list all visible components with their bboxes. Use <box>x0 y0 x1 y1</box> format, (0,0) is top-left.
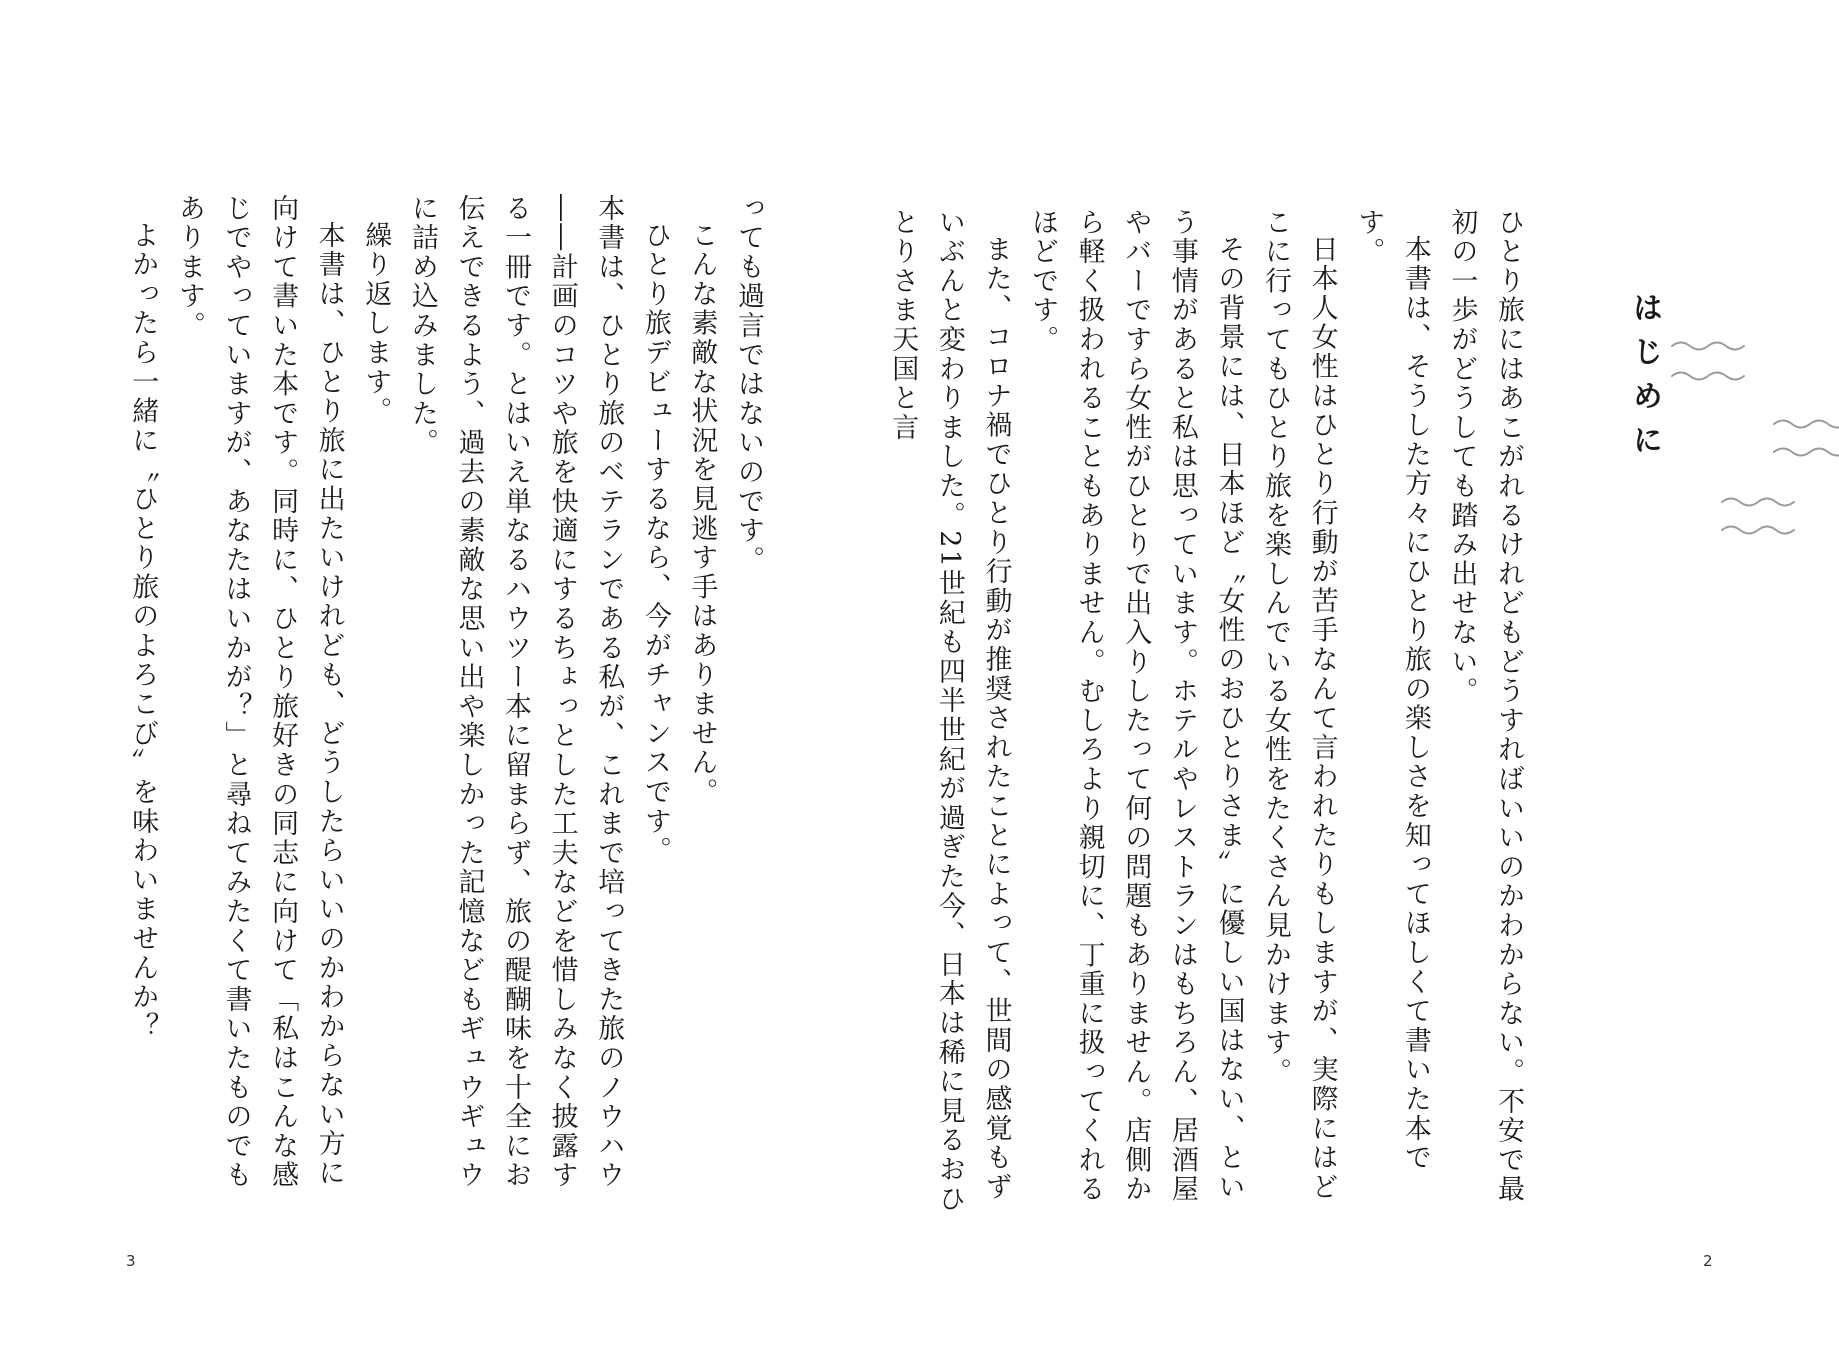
paragraph: 本書は、ひとり旅のベテランである私が、これまで培ってきた旅のノウハウ――計画のコツや旅を快適にするちょっとした工夫などを惜しみなく披露する一冊です。とはいえ単なるハウツー本に留まらず、旅の醍醐味を十全にお伝えできるよう、過去の素敵な思い出や楽しかった記憶などもギュウギュウに詰め込みました。 <box>406 194 625 1191</box>
wave-line <box>1722 499 1794 506</box>
paragraph: また、コロナ禍でひとり行動が推奨されたことによって、世間の感覚もずいぶんと変わりました。21世紀も四半世紀が過ぎた今、日本は稀に見るおひとりさま天国と言 <box>887 208 1012 1214</box>
paragraph: よかったら一緒に〝ひとり旅のよろこび〟を味わいませんか？ <box>127 221 159 1042</box>
paragraph: ひとり旅デビューするなら、今がチャンスです。 <box>639 221 671 866</box>
page-number-right: 2 <box>1703 1252 1713 1270</box>
wave-line <box>1722 527 1794 534</box>
wave-line <box>1774 449 1839 456</box>
page-number-left: 3 <box>126 1252 136 1270</box>
paragraph: こんな素敵な状況を見逃す手はありません。 <box>686 221 718 807</box>
paragraph: 日本人女性はひとり行動が苦手なんて言われたりもしますが、実際にはどこに行ってもひとり旅を楽しんでいる女性をたくさん見かけます。 <box>1260 208 1338 1202</box>
wave-line <box>1672 343 1744 350</box>
wave-line <box>1672 373 1744 380</box>
chapter-heading: はじめに <box>1627 292 1662 468</box>
paragraph: 本書は、そうした方々にひとり旅の楽しさを知ってほしくて書いた本です。 <box>1353 208 1431 1173</box>
paragraph: ひとり旅にはあこがれるけれどもどうすればいいのかわからない。不安で最初の一歩がどうしても踏み出せない。 <box>1446 208 1524 1205</box>
paragraph: その背景には、日本ほど〝女性のおひとりさま〟に優しい国はない、という事情があると私は思っています。ホテルやレストランはもちろん、居酒屋やバーですら女性がひとりで出入りしたって何の問題もありません。店側から軽く扱われることもありません。むしろより親切に、丁重に扱ってくれるほどです。 <box>1027 208 1245 1205</box>
paragraph: っても過言ではないのです。 <box>733 194 764 575</box>
left-page-body <box>127 194 771 1214</box>
paragraph: 本書は、ひとり旅に出たいけれども、どうしたらいいのかわからない方に向けて書いた本です。同時に、ひとり旅好きの同志に向けて「私はこんな感じでやっていますが、あなたはいかが？」と尋ねてみたくて書いたものでもあります。 <box>173 194 345 1191</box>
paragraph: 繰り返します。 <box>360 221 392 427</box>
right-page-body <box>887 208 1531 1228</box>
wave-line <box>1774 421 1839 428</box>
